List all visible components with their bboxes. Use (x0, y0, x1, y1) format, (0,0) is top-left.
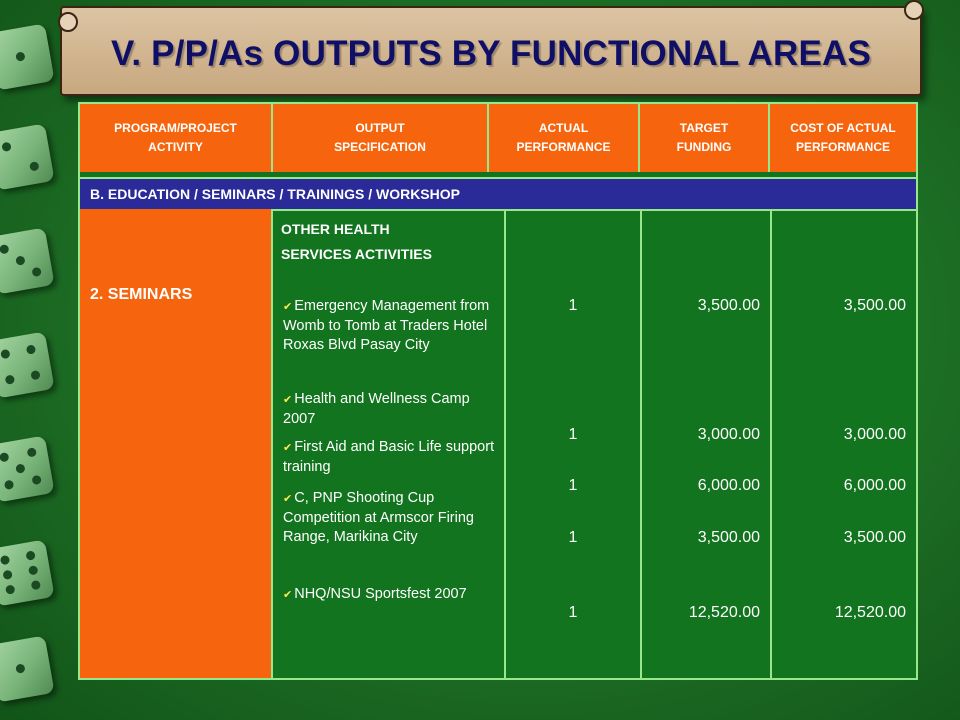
die-pip (0, 349, 10, 359)
actual-value: 1 (568, 477, 578, 494)
spec-heading (281, 217, 432, 267)
list-item (283, 438, 498, 477)
die-pip (30, 370, 40, 380)
die-pip (5, 584, 15, 594)
die-pip (26, 344, 36, 354)
die-pip (15, 51, 25, 61)
checkmark-icon: ✔ (283, 442, 293, 454)
cost-value: 3,000.00 (843, 426, 906, 443)
target-value: 12,520.00 (688, 604, 760, 621)
checkmark-icon: ✔ (283, 493, 293, 505)
die-pip (5, 374, 15, 384)
target-value: 3,000.00 (697, 426, 760, 443)
die-pip (2, 570, 12, 580)
cost-value: 12,520.00 (834, 604, 906, 621)
die-pip (4, 480, 14, 490)
cost-value: 3,500.00 (843, 529, 906, 546)
program-cell (80, 209, 273, 678)
page-title: V. P/P/As OUTPUTS BY FUNCTIONAL AREAS (110, 34, 872, 73)
die-pip (27, 447, 37, 457)
die-pip (31, 475, 41, 485)
scroll-curl-left (58, 12, 78, 32)
outputs-table (78, 102, 918, 680)
spec-text: Health and Wellness Camp 2007 (283, 391, 470, 427)
target-value: 3,500.00 (697, 297, 760, 314)
actual-value: 1 (568, 604, 578, 621)
spec-text: NHQ/NSU Sportsfest 2007 (294, 586, 467, 602)
decorative-die (0, 23, 55, 90)
die-pip (0, 244, 9, 254)
decorative-die (0, 539, 55, 606)
actual-value: 1 (568, 426, 578, 443)
list-item (283, 390, 498, 429)
die-pip (29, 161, 39, 171)
spec-text: First Aid and Basic Life support training (283, 439, 495, 475)
list-item (283, 297, 498, 355)
header-actual-performance-label: ACTUAL PERFORMANCE (516, 121, 611, 154)
die-pip (31, 580, 41, 590)
spec-text: C, PNP Shooting Cup Competition at Armscor Firing Range, Marikina City (283, 490, 474, 545)
die-pip (0, 452, 9, 462)
actual-value: 1 (568, 297, 578, 314)
header-cost-label: COST OF ACTUAL PERFORMANCE (790, 121, 896, 154)
spec-text: Emergency Management from Womb to Tomb at Traders Hotel Roxas Blvd Pasay City (283, 298, 490, 353)
output-spec-cell (273, 209, 506, 678)
decorative-die (0, 435, 55, 502)
die-pip (25, 550, 35, 560)
target-value: 6,000.00 (697, 477, 760, 494)
header-cost (770, 104, 916, 172)
header-output-spec (273, 104, 489, 172)
die-pip (1, 142, 11, 152)
target-funding-cell (642, 209, 772, 678)
cost-cell (772, 209, 916, 678)
list-item (283, 489, 498, 547)
header-output-spec-label: OUTPUT SPECIFICATION (334, 121, 426, 154)
decorative-die (0, 635, 55, 702)
program-label: 2. SEMINARS (90, 286, 193, 303)
table-body-row (80, 209, 916, 678)
header-target-funding (640, 104, 770, 172)
section-row: B. EDUCATION / SEMINARS / TRAININGS / WORKSHOP (80, 177, 916, 211)
spec-heading-line-1: OTHER HEALTH (281, 221, 390, 237)
die-pip (15, 255, 25, 265)
checkmark-icon: ✔ (283, 301, 293, 313)
title-banner (60, 6, 922, 96)
list-item (283, 585, 498, 605)
checkmark-icon: ✔ (283, 394, 293, 406)
die-pip (28, 565, 38, 575)
header-actual-performance (489, 104, 640, 172)
decorative-die (0, 227, 55, 294)
decorative-die (0, 123, 55, 190)
die-pip (0, 555, 10, 565)
cost-value: 6,000.00 (843, 477, 906, 494)
header-target-funding-label: TARGET FUNDING (676, 121, 732, 154)
die-pip (15, 663, 25, 673)
spec-heading-line-2: SERVICES ACTIVITIES (281, 246, 432, 262)
actual-performance-cell (506, 209, 642, 678)
actual-value: 1 (568, 529, 578, 546)
decorative-die (0, 331, 55, 398)
die-pip (15, 463, 25, 473)
checkmark-icon: ✔ (283, 589, 293, 601)
cost-value: 3,500.00 (843, 297, 906, 314)
header-program-label: PROGRAM/PROJECT ACTIVITY (114, 121, 237, 154)
scroll-curl-right (904, 0, 924, 20)
header-program (80, 104, 273, 172)
target-value: 3,500.00 (697, 529, 760, 546)
die-pip (31, 267, 41, 277)
table-header-row (80, 104, 916, 172)
